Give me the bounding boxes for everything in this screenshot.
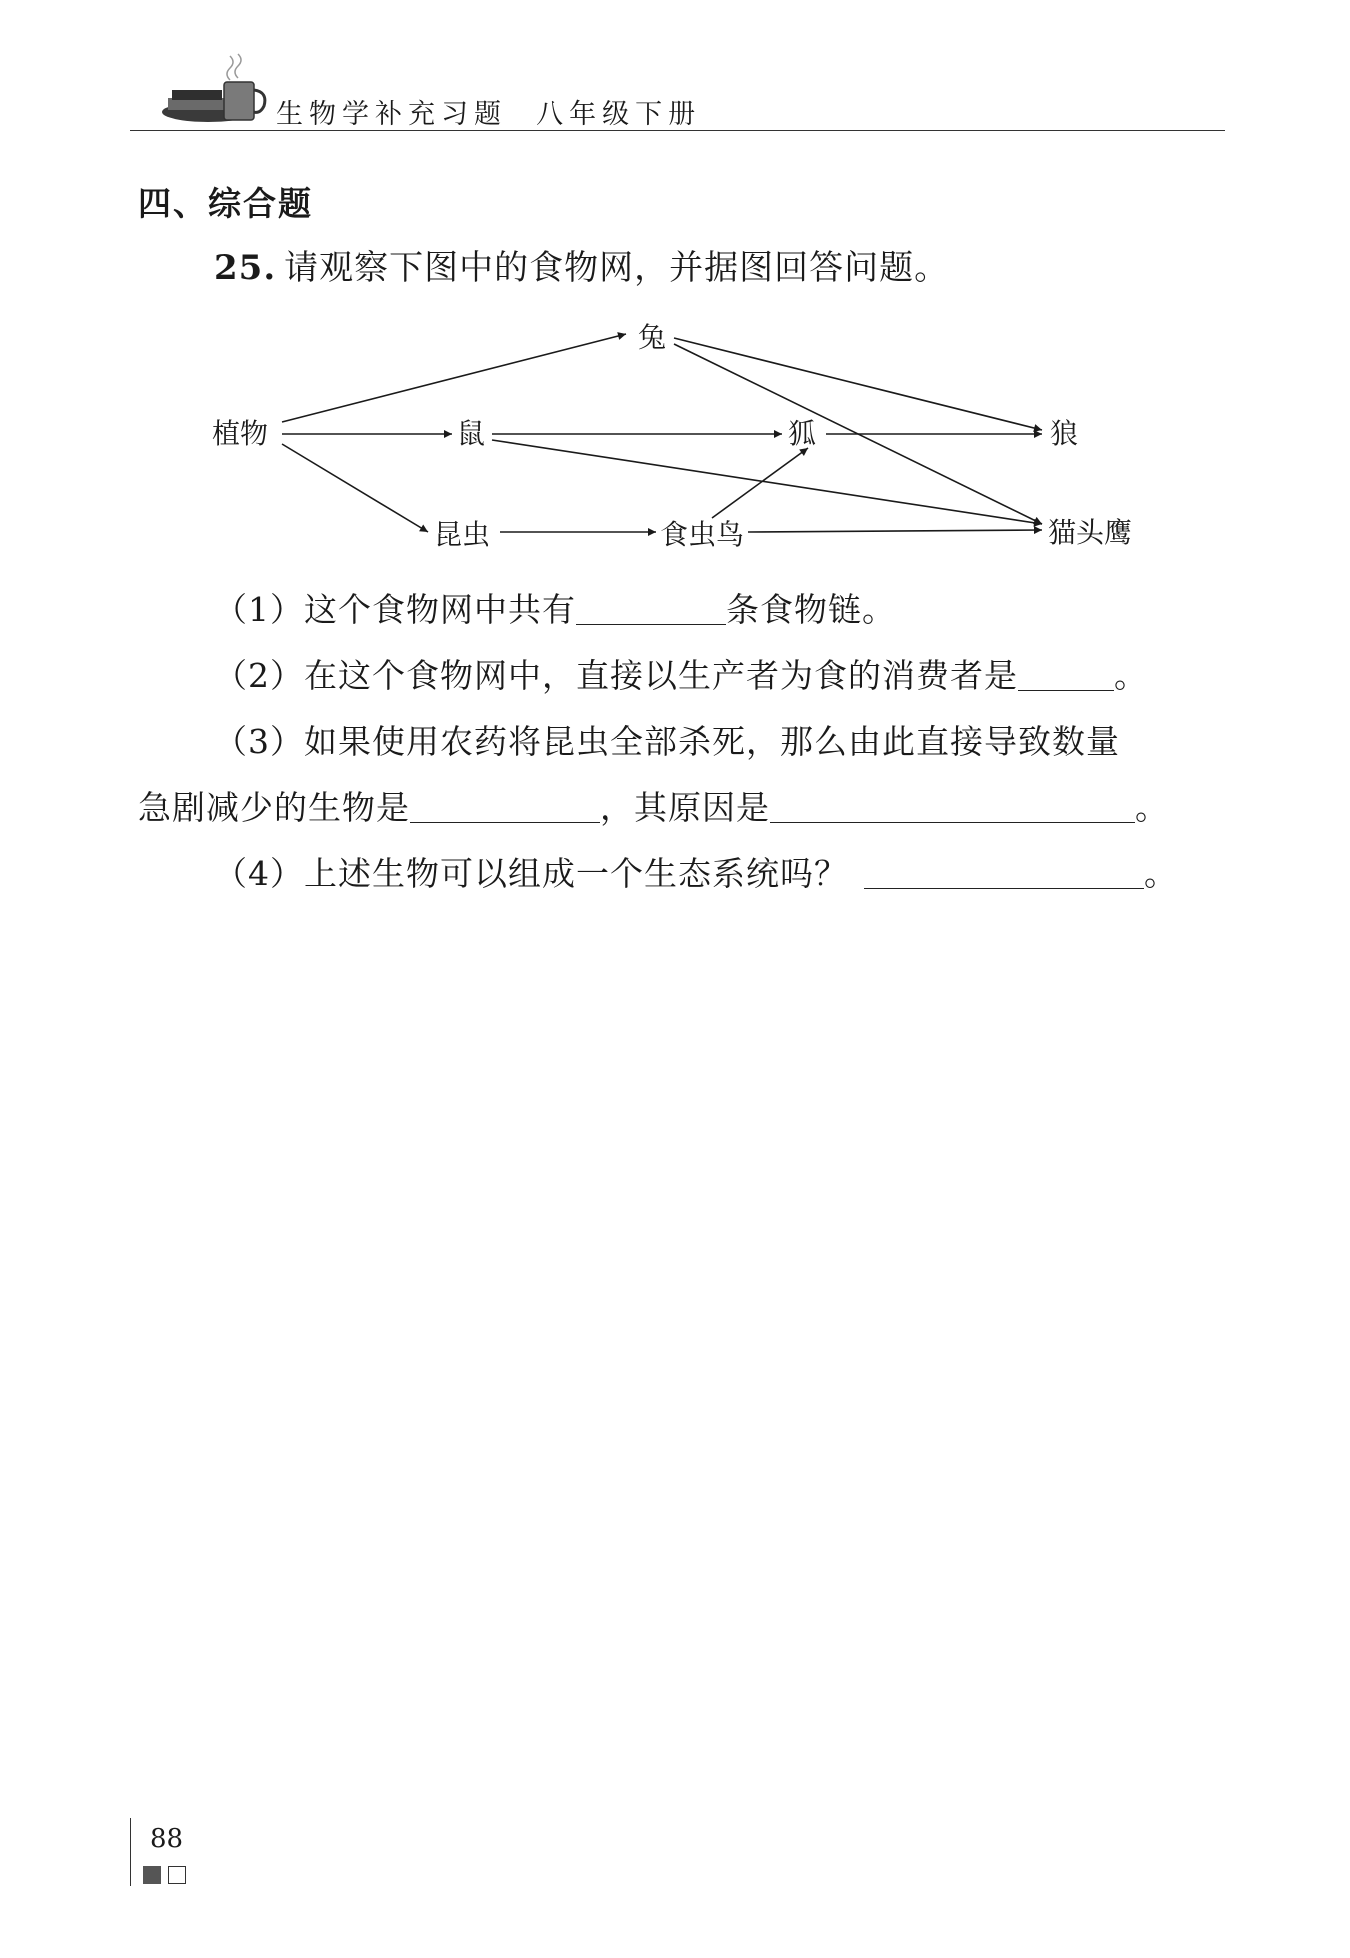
node-insect: 昆虫: [434, 518, 491, 551]
node-insect-bird: 食虫鸟: [660, 518, 745, 551]
sub-question-1: （1）这个食物网中共有 条食物链。: [214, 590, 896, 629]
empty-square-icon: [168, 1866, 186, 1884]
page-header: [130, 40, 1225, 132]
header-divider: [130, 130, 1225, 131]
answer-blank-2[interactable]: [1018, 660, 1114, 691]
node-fox: 狐: [788, 417, 817, 450]
sub-question-4: （4）上述生物可以组成一个生态系统吗？ 。: [214, 854, 1178, 893]
filled-square-icon: [143, 1866, 161, 1884]
answer-blank-3a[interactable]: [410, 792, 600, 823]
arrow-rabbit-to-wolf: [674, 338, 1042, 430]
node-plant: 植物: [212, 417, 269, 450]
food-web-diagram: [200, 310, 1180, 570]
arrow-plant-to-rabbit: [282, 334, 626, 422]
node-wolf: 狼: [1050, 417, 1079, 450]
sub-question-3-line-1: （3）如果使用农药将昆虫全部杀死，那么由此直接导致数量: [214, 722, 1120, 761]
sub-question-2: （2）在这个食物网中，直接以生产者为食的消费者是 。: [214, 656, 1148, 695]
answer-blank-3b[interactable]: [770, 792, 1135, 823]
header-title: 生物学补充习题 八年级下册: [276, 99, 702, 130]
arrow-plant-to-insect: [282, 444, 428, 532]
arrow-insect-bird-to-fox: [712, 448, 808, 518]
answer-blank-1[interactable]: [576, 594, 726, 625]
question-title: [214, 240, 949, 289]
footer-divider: [130, 1818, 131, 1886]
node-owl: 猫头鹰: [1048, 516, 1133, 549]
section-title: 四、综合题: [138, 184, 313, 223]
node-mouse: 鼠: [457, 417, 486, 450]
question-number: 25.: [214, 248, 277, 288]
food-web-edges: [282, 334, 1042, 532]
arrow-mouse-to-owl: [492, 440, 1042, 524]
question-prompt: 请观察下图中的食物网，并据图回答问题。: [284, 248, 950, 288]
node-rabbit: 兔: [638, 321, 667, 354]
books-and-mug-icon: [158, 48, 278, 132]
answer-blank-4[interactable]: [864, 858, 1144, 889]
arrow-insect-bird-to-owl: [748, 530, 1042, 532]
sub-question-3-line-2: 急剧减少的生物是 ，其原因是 。: [138, 788, 1169, 827]
page-number: 88: [150, 1824, 184, 1854]
